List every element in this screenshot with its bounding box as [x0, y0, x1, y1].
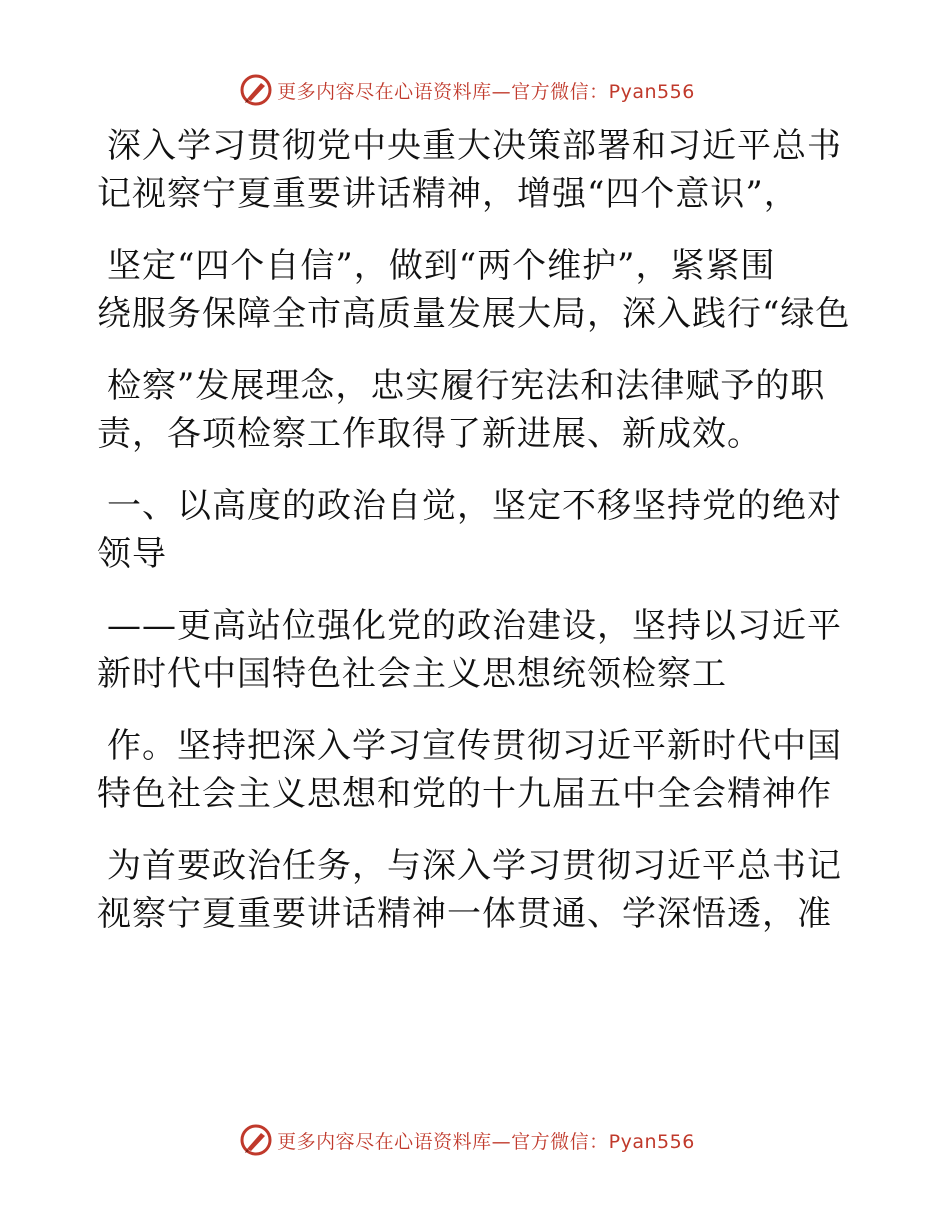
- text-line: 坚定“四个自信”，做到“两个维护”，紧紧围: [107, 246, 776, 286]
- text-line: ——更高站位强化党的政治建设，坚持以习近平: [107, 606, 842, 646]
- text-line: 特色社会主义思想和党的十九届五中全会精神作: [97, 774, 832, 814]
- text-line: 绕服务保障全市高质量发展大局，深入践行“绿色: [97, 294, 851, 334]
- footer-banner-content: [239, 1123, 695, 1157]
- text-line: 作。坚持把深入学习宣传贯彻习近平新时代中国: [107, 726, 842, 766]
- text-line: 责，各项检察工作取得了新进展、新成效。: [97, 414, 762, 454]
- text-line: 视察宁夏重要讲话精神一体贯通、学深悟透，准: [97, 894, 832, 934]
- pen-logo-icon: [239, 1123, 273, 1157]
- section-heading-line: 领导: [97, 534, 167, 574]
- header-banner-content: [239, 73, 695, 107]
- header-banner-text: 更多内容尽在心语资料库—官方微信：Pyan556: [277, 80, 695, 103]
- text-line: 深入学习贯彻党中央重大决策部署和习近平总书: [107, 126, 842, 166]
- footer-banner: [0, 1120, 950, 1160]
- text-line: 检察”发展理念，忠实履行宪法和法律赋予的职: [107, 366, 826, 406]
- pen-logo-icon: [239, 73, 273, 107]
- section-heading-line: 一、以高度的政治自觉，坚定不移坚持党的绝对: [107, 486, 842, 526]
- text-line: 新时代中国特色社会主义思想统领检察工: [97, 654, 727, 694]
- document-body: [97, 122, 857, 938]
- header-banner: [0, 70, 950, 110]
- footer-banner-text: 更多内容尽在心语资料库—官方微信：Pyan556: [277, 1130, 695, 1153]
- text-line: 为首要政治任务，与深入学习贯彻习近平总书记: [107, 846, 842, 886]
- text-line: 记视察宁夏重要讲话精神，增强“四个意识”，: [97, 174, 799, 214]
